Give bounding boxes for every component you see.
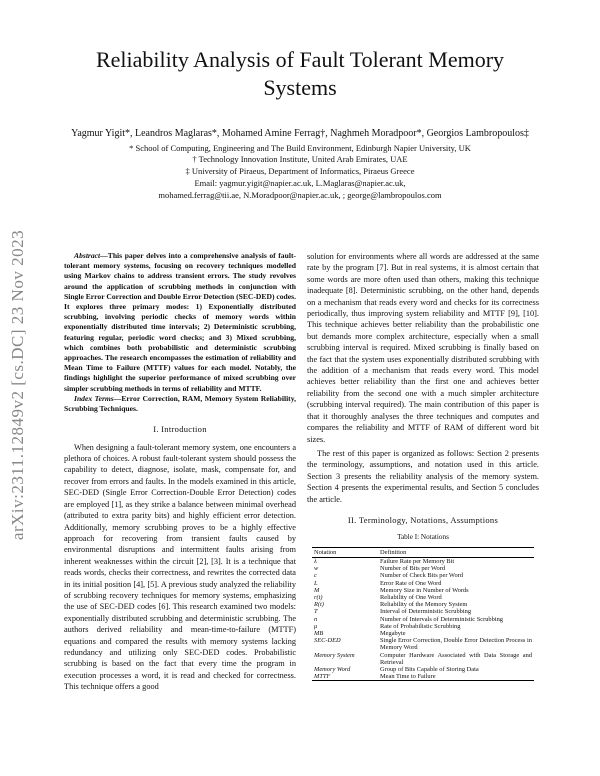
index-terms-text: —Error Correction, RAM, Memory System Reliability, Scrubbing Techniques. xyxy=(64,393,296,414)
table-caption: Table I: Notations xyxy=(397,533,449,542)
arxiv-stamp-text: arXiv:2311.12849v2 [cs.DC] 23 Nov 2023 xyxy=(8,229,27,541)
section-heading-introduction: I. Introduction xyxy=(153,424,207,435)
paper-title: Reliability Analysis of Fault Tolerant Memory Systems xyxy=(95,47,505,100)
table-cell-notation: Memory Word xyxy=(314,666,351,673)
table-cell-definition: Failure Rate per Memory Bit xyxy=(380,557,455,565)
table-row xyxy=(312,565,534,572)
table-cell-notation: MB xyxy=(314,629,324,637)
table-cell-definition: Error Rate of One Word xyxy=(380,579,442,587)
table-cell-definition: Computer Hardware Associated with Data Storage and Retrieval xyxy=(380,651,532,666)
table-header-cell: Definition xyxy=(378,547,534,557)
table-row xyxy=(312,666,534,673)
table-row xyxy=(312,623,534,630)
table-cell-definition: Reliability of One Word xyxy=(380,593,442,601)
body-paragraph-2: The rest of this paper is organized as follows: Section 2 presents the terminology, assumptions, and notation used in this article. Section 3 presents the reliability analysis of the memory system. Section 4 presents the experimental results, and Section 5 concludes the article. xyxy=(307,448,539,504)
table-cell-definition: Interval of Deterministic Scrubbing xyxy=(380,608,472,616)
abstract xyxy=(64,251,296,394)
abstract-label: Abstract xyxy=(74,251,101,260)
table-row xyxy=(312,594,534,601)
affiliation-1: * School of Computing, Engineering and The Build Environment, Edinburgh Napier University, UK xyxy=(129,143,471,153)
table-row xyxy=(312,616,534,623)
table-cell-definition: Reliability of the Memory System xyxy=(380,601,468,609)
table-cell-definition: Single Error Correction, Double Error Detection Process in Memory Word xyxy=(380,637,532,652)
table-cell-notation: Memory System xyxy=(314,651,355,659)
left-column xyxy=(64,251,296,693)
table-cell-notation: R(t) xyxy=(314,601,324,609)
table-row xyxy=(312,557,534,565)
right-column xyxy=(307,251,539,681)
table-row xyxy=(312,608,534,615)
table-cell-notation: n xyxy=(314,615,318,623)
email-line-1: Email: yagmur.yigit@napier.ac.uk, L.Maglaras@napier.ac.uk, xyxy=(194,178,406,188)
table-row xyxy=(312,673,534,681)
table-row xyxy=(312,580,534,587)
table-cell-definition: Rate of Probabilistic Scrubbing xyxy=(380,622,461,630)
table-cell-definition: Number of Intervals of Deterministic Scrubbing xyxy=(380,615,503,623)
table-header-row xyxy=(312,547,534,557)
intro-paragraph: When designing a fault-tolerant memory system, one encounters a plethora of choices. A robust fault-tolerant system should possess the capability to detect, diagnose, isolate, mask, compensate for, and recover from errors and faults. In the models examined in this article, SEC-DED (Single Error Correction-Double Error Detection) codes are employed [1], as they strike a balance between minimal overhead (attributed to extra parity bits) and highly efficient error detection. Additionally, memory scrubbing proves to be a highly effective approach for recovering from transient faults caused by environmental disruptions and intermittent faults arising from inherent weaknesses within the circuit [2], [3]. It is a technique that reads words, checks their correctness, and rewrites the corrected data in its initial position [4], [5]. A previous study analyzed the reliability of scrubbing recovery techniques for memory systems, emphasizing the use of SEC-DED codes [6]. This research examined two models: exponentially distributed scrubbing and deterministic scrubbing. The authors derived reliability and mean-time-to-failure (MTTF) equations and compared the results with memory systems lacking redundancy and utilizing only SEC-DED codes. Probabilistic scrubbing is based on the fact that every time the program in execution processes a word, it is read and checked for correctness. This technique offers a good xyxy=(64,442,296,692)
author-list: Yagmur Yigit*, Leandros Maglaras*, Mohamed Amine Ferrag†, Naghmeh Moradpoor*, Georgios Lambropoulos‡ xyxy=(71,128,529,139)
affiliation-2: † Technology Innovation Institute, United Arab Emirates, UAE xyxy=(192,154,408,164)
table-row xyxy=(312,601,534,608)
table-body xyxy=(312,557,534,680)
table-cell-definition: Group of Bits Capable of Storing Data xyxy=(380,666,479,673)
abstract-text: —This paper delves into a comprehensive analysis of fault-tolerant memory systems, focusing on recovery techniques modelled using Markov chains to address transient errors. The study revolves around the application of scrubbing methods in conjunction with Single Error Correction and Double Error Detection (SEC-DED) codes. It explores three primary modes: 1) Exponentially distributed scrubbing, involving periodic checks of memory words within exponentially distributed time intervals; 2) Deterministic scrubbing, featuring regular, periodic word checks; and 3) Mixed scrubbing, which combines both probabilistic and deterministic scrubbing approaches. The research encompasses the estimation of reliability and Mean Time to Failure (MTTF) values for each model. Notably, the findings highlight the superior performance of mixed scrubbing over simpler scrubbing methods in terms of reliability and MTTF. xyxy=(64,251,296,393)
table-row xyxy=(312,572,534,579)
table-cell-notation: r(t) xyxy=(314,593,323,601)
table-cell-definition: Megabyte xyxy=(380,629,406,637)
index-terms-label: Index Terms xyxy=(74,393,114,403)
notations-table xyxy=(312,547,534,682)
table-cell-notation: L xyxy=(314,579,318,587)
table-cell-definition: Number of Check Bits per Word xyxy=(380,572,463,580)
table-row xyxy=(312,652,534,666)
table-cell-notation: T xyxy=(314,608,318,616)
table-cell-notation: c xyxy=(314,572,317,580)
table-cell-definition: Memory Size in Number of Words xyxy=(380,586,469,594)
body-paragraph-1: solution for environments where all words are addressed at the same rate by the program [7]. But in real systems, it is almost certain that some words are more often used than others, making this technique inadequate [8]. Deterministic scrubbing, on the other hand, depends on a mechanism that reads every word and checks for its correctness periodically, thus improving system reliability and MTTF [9], [10]. This technique achieves better reliability than the probabilistic one but demands more complex architecture, especially when a small scrubbing interval is required. Mixed scrubbing is finally based on the fact that the system uses exponentially distributed scrubbing with the addition of a mechanism that reads every word. This model achieves better reliability than the first one and achieves better reliability from the second one with a much simpler architecture (scrubbing interval required). The main contribution of this paper is that it thoroughly analyses the three techniques and computes and compares the reliability and MTTF of RAM of different word bit sizes. xyxy=(307,252,539,444)
table-cell-notation: λ xyxy=(314,557,317,565)
table-header-cell: Notation xyxy=(312,547,378,557)
table-cell-notation: SEC-DED xyxy=(314,637,341,645)
email-line-2: mohamed.ferrag@tii.ae, N.Moradpoor@napier.ac.uk, ; george@lambropoulos.com xyxy=(158,190,442,200)
table-cell-notation: MTTF xyxy=(312,673,378,681)
table-row xyxy=(312,587,534,594)
table-row xyxy=(312,637,534,651)
table-cell-definition: Number of Bits per Word xyxy=(380,565,446,573)
table-cell-definition: Mean Time to Failure xyxy=(378,673,534,681)
section-heading-terminology: II. Terminology, Notations, Assumptions xyxy=(347,514,499,525)
table-cell-notation: w xyxy=(314,565,319,573)
table-row xyxy=(312,630,534,637)
arxiv-stamp xyxy=(6,190,30,580)
affiliation-3: ‡ University of Piraeus, Department of Informatics, Piraeus Greece xyxy=(185,166,415,176)
table-cell-notation: μ xyxy=(314,622,318,630)
index-terms xyxy=(64,394,296,414)
table-cell-notation: M xyxy=(314,586,320,594)
